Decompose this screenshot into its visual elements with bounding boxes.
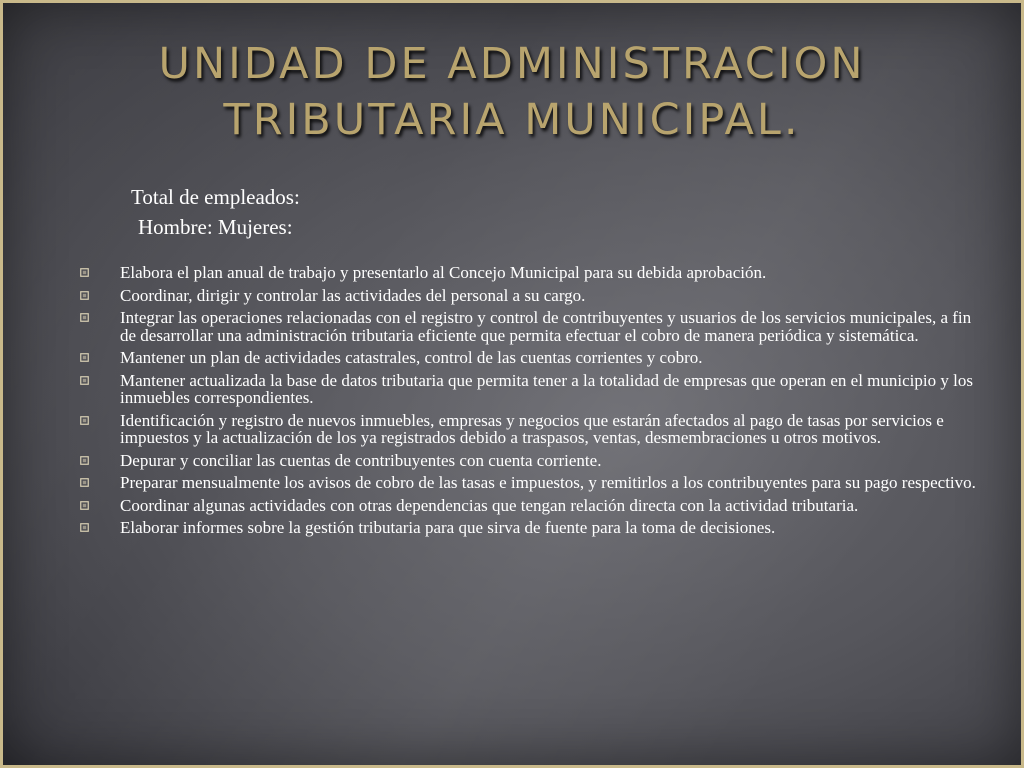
list-item bbox=[76, 264, 986, 282]
list-item-text: Mantener un plan de actividades catastrales, control de las cuentas corrientes y cobro. bbox=[120, 348, 703, 367]
square-bullet-icon bbox=[80, 478, 89, 487]
list-item-text: Coordinar, dirigir y controlar las actividades del personal a su cargo. bbox=[120, 285, 586, 305]
square-bullet-icon bbox=[80, 416, 89, 425]
list-item-text: Mantener actualizada la base de datos tributaria que permita tener a la totalidad de empresas que operan en el municipio y los inmuebles correspondientes. bbox=[120, 370, 973, 407]
list-item bbox=[76, 452, 986, 470]
list-item-text: Elabora el plan anual de trabajo y presentarlo al Concejo Municipal para su debida aprobación. bbox=[120, 263, 767, 282]
slide-title-line-1: UNIDAD DE ADMINISTRACION bbox=[158, 39, 866, 89]
list-item bbox=[76, 412, 986, 447]
list-item-text: Depurar y conciliar las cuentas de contribuyentes con cuenta corriente. bbox=[120, 450, 602, 470]
square-bullet-icon bbox=[80, 501, 89, 510]
responsibilities-list bbox=[76, 264, 986, 542]
square-bullet-icon bbox=[80, 268, 89, 277]
square-bullet-icon bbox=[80, 456, 89, 465]
list-item bbox=[76, 519, 986, 537]
list-item-text: Integrar las operaciones relacionadas con el registro y control de contribuyentes y usuarios de los servicios municipales, a fin de desarrollar una administración tributaria eficiente que permita efectuar el cobro de manera periódica y sistemática. bbox=[120, 308, 972, 345]
gender-breakdown-label: Hombre: Mujeres: bbox=[138, 215, 293, 239]
square-bullet-icon bbox=[80, 291, 89, 300]
list-item bbox=[76, 287, 986, 305]
slide-title-line-2: TRIBUTARIA MUNICIPAL. bbox=[223, 95, 801, 145]
list-item bbox=[76, 372, 986, 407]
list-item bbox=[76, 309, 986, 344]
list-item bbox=[76, 349, 986, 367]
list-item bbox=[76, 474, 986, 492]
total-employees-label: Total de empleados: bbox=[131, 185, 300, 209]
square-bullet-icon bbox=[80, 313, 89, 322]
list-item-text: Identificación y registro de nuevos inmuebles, empresas y negocios que estarán afectados al pago de tasas por servicios e impuestos y la actualización de los ya registrados debido a traspasos, ventas, desmembraciones u otros motivos. bbox=[120, 410, 944, 447]
square-bullet-icon bbox=[80, 523, 89, 532]
list-item-text: Elaborar informes sobre la gestión tributaria para que sirva de fuente para la toma de decisiones. bbox=[120, 518, 776, 537]
slide-title bbox=[60, 36, 964, 148]
square-bullet-icon bbox=[80, 353, 89, 362]
employee-stats bbox=[131, 182, 300, 242]
list-item-text: Preparar mensualmente los avisos de cobro de las tasas e impuestos, y remitirlos a los contribuyentes para su pago respectivo. bbox=[120, 473, 976, 492]
square-bullet-icon bbox=[80, 376, 89, 385]
list-item-text: Coordinar algunas actividades con otras dependencias que tengan relación directa con la actividad tributaria. bbox=[120, 495, 859, 515]
list-item bbox=[76, 497, 986, 515]
